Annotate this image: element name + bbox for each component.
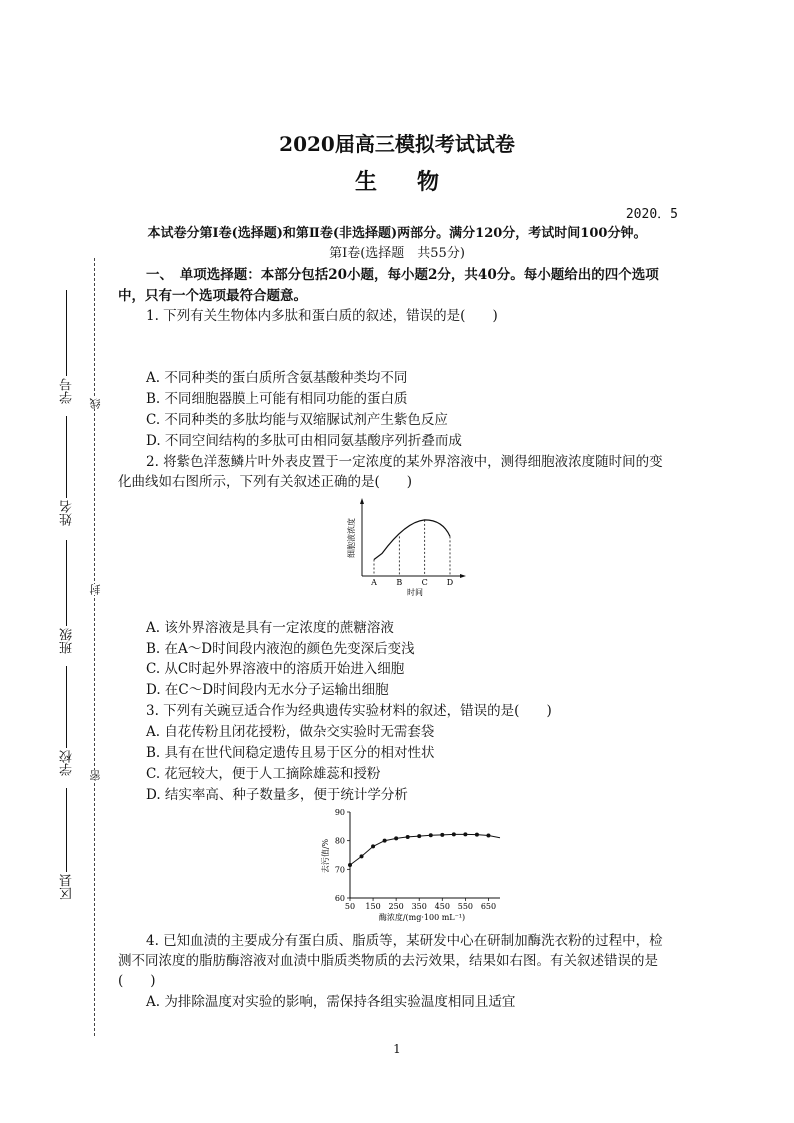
q3-option-c: C. 花冠较大，便于人工摘除雄蕊和授粉 <box>146 766 381 782</box>
chart2-xtick-350: 350 <box>411 902 427 911</box>
name-field[interactable] <box>66 416 67 498</box>
q2-option-b: B. 在A～D时间段内液泡的颜色先变深后变浅 <box>146 641 415 657</box>
chart2-ytick-90: 90 <box>334 808 345 817</box>
class-label: 班级 <box>60 628 75 654</box>
chart2-point-50 <box>348 863 352 867</box>
cell-sap-concentration-chart <box>340 496 468 598</box>
chart1-dashed-guides <box>374 520 450 576</box>
chart2-point-600 <box>475 833 479 837</box>
school-field[interactable] <box>66 666 67 748</box>
chart1-curve <box>374 520 450 560</box>
chart1-tick-A: A <box>371 578 377 587</box>
chart2-curve <box>350 834 500 865</box>
chart2-xtick-450: 450 <box>434 902 450 911</box>
chart1-tick-B: B <box>396 578 403 587</box>
q1-option-c: C. 不同种类的多肽均能与双缩脲试剂产生紫色反应 <box>146 412 448 428</box>
section-one-line1: 一、 单项选择题：本部分包括20小题，每小题2分，共40分。每小题给出的四个选项 <box>146 267 659 283</box>
binding-mark-line: 线 <box>89 398 102 409</box>
chart2-point-300 <box>406 835 410 839</box>
q4-stem-line2: 测不同浓度的脂肪酶溶液对血渍中脂质类物质的去污效果，结果如右图。有关叙述错误的是 <box>118 953 658 969</box>
q3-option-a: A. 自花传粉且闭花授粉，做杂交实验时无需套袋 <box>146 724 435 740</box>
chart2-point-550 <box>463 832 467 836</box>
binding-dashed-line <box>94 258 95 1036</box>
exam-date: 2020．5 <box>625 207 678 222</box>
lipase-stain-removal-chart <box>318 804 504 924</box>
student-id-label: 学号 <box>60 378 75 404</box>
class-field[interactable] <box>66 540 67 626</box>
name-label: 姓名 <box>60 500 75 526</box>
county-field[interactable] <box>66 788 67 872</box>
part-one-heading: 第Ⅰ卷(选择题 共55分) <box>329 246 465 261</box>
county-label: 区县 <box>60 874 75 900</box>
chart2-point-100 <box>360 854 364 858</box>
chart1-y-label: 细胞液浓度 <box>347 518 356 558</box>
q2-option-a: A. 该外界溶液是具有一定浓度的蔗糖溶液 <box>146 620 394 636</box>
chart2-xtick-250: 250 <box>388 902 404 911</box>
chart2-xtick-150: 150 <box>365 902 381 911</box>
q3-option-b: B. 具有在世代间稳定遗传且易于区分的相对性状 <box>146 745 435 761</box>
q4-stem-line1: 4. 已知血渍的主要成分有蛋白质、脂质等，某研发中心在研制加酶洗衣粉的过程中，检 <box>146 933 663 949</box>
chart2-point-500 <box>452 832 456 836</box>
section-one-line2: 中，只有一个选项最符合题意。 <box>118 288 307 304</box>
chart2-point-650 <box>486 834 490 838</box>
q4-option-a: A. 为排除温度对实验的影响，需保持各组实验温度相同且适宜 <box>146 994 516 1010</box>
q1-option-b: B. 不同细胞器膜上可能有相同功能的蛋白质 <box>146 391 408 407</box>
chart2-xtick-50: 50 <box>344 902 356 911</box>
page-number: 1 <box>393 1042 401 1056</box>
q3-stem: 3. 下列有关豌豆适合作为经典遗传实验材料的叙述，错误的是( ) <box>146 703 552 719</box>
chart2-point-250 <box>394 836 398 840</box>
chart1-x-arrow <box>460 574 466 578</box>
subject-title: 生物 <box>354 169 479 195</box>
chart1-tick-C: C <box>421 578 428 587</box>
school-label: 学校 <box>60 750 75 776</box>
exam-title: 2020届高三模拟考试试卷 <box>279 132 515 156</box>
chart2-xtick-550: 550 <box>457 902 474 911</box>
chart2-y-label: 去污值/% <box>321 838 330 874</box>
q4-stem-line3: ( ) <box>118 973 156 989</box>
chart2-ytick-70: 70 <box>334 865 345 875</box>
chart2-ytick-80: 80 <box>334 836 345 846</box>
chart1-y-arrow <box>360 498 364 504</box>
q2-stem-line1: 2. 将紫色洋葱鳞片叶外表皮置于一定浓度的某外界溶液中，测得细胞液浓度随时间的变 <box>146 454 663 470</box>
chart1-x-label: 时间 <box>407 588 423 597</box>
chart2-x-label: 酶浓度/(mg·100 mL⁻¹) <box>378 913 466 922</box>
chart1-tick-D: D <box>446 578 454 587</box>
q2-option-d: D. 在C～D时间段内无水分子运输出细胞 <box>146 682 389 698</box>
q2-option-c: C. 从C时起外界溶液中的溶质开始进入细胞 <box>146 661 405 677</box>
binding-mark-secret: 密 <box>89 770 102 781</box>
q3-option-d: D. 结实率高、种子数量多，便于统计学分析 <box>146 787 408 803</box>
exam-intro: 本试卷分第Ⅰ卷(选择题)和第Ⅱ卷(非选择题)两部分。满分120分，考试时间100分钟。 <box>147 226 647 241</box>
binding-mark-seal: 封 <box>89 584 102 595</box>
chart2-point-350 <box>417 834 421 838</box>
q1-option-d: D. 不同空间结构的多肽可由相同氨基酸序列折叠而成 <box>146 433 462 449</box>
chart2-point-400 <box>429 833 433 837</box>
chart2-xtick-650: 650 <box>480 902 497 911</box>
q1-option-a: A. 不同种类的蛋白质所含氨基酸种类均不同 <box>146 370 408 386</box>
q1-stem: 1. 下列有关生物体内多肽和蛋白质的叙述，错误的是( ) <box>146 308 498 324</box>
chart2-point-150 <box>371 844 375 848</box>
chart2-point-450 <box>440 833 444 837</box>
chart2-point-200 <box>383 839 387 843</box>
q2-stem-line2: 化曲线如右图所示，下列有关叙述正确的是( ) <box>118 474 413 490</box>
student-id-field[interactable] <box>66 290 67 376</box>
chart2-ytick-60: 60 <box>334 894 345 903</box>
